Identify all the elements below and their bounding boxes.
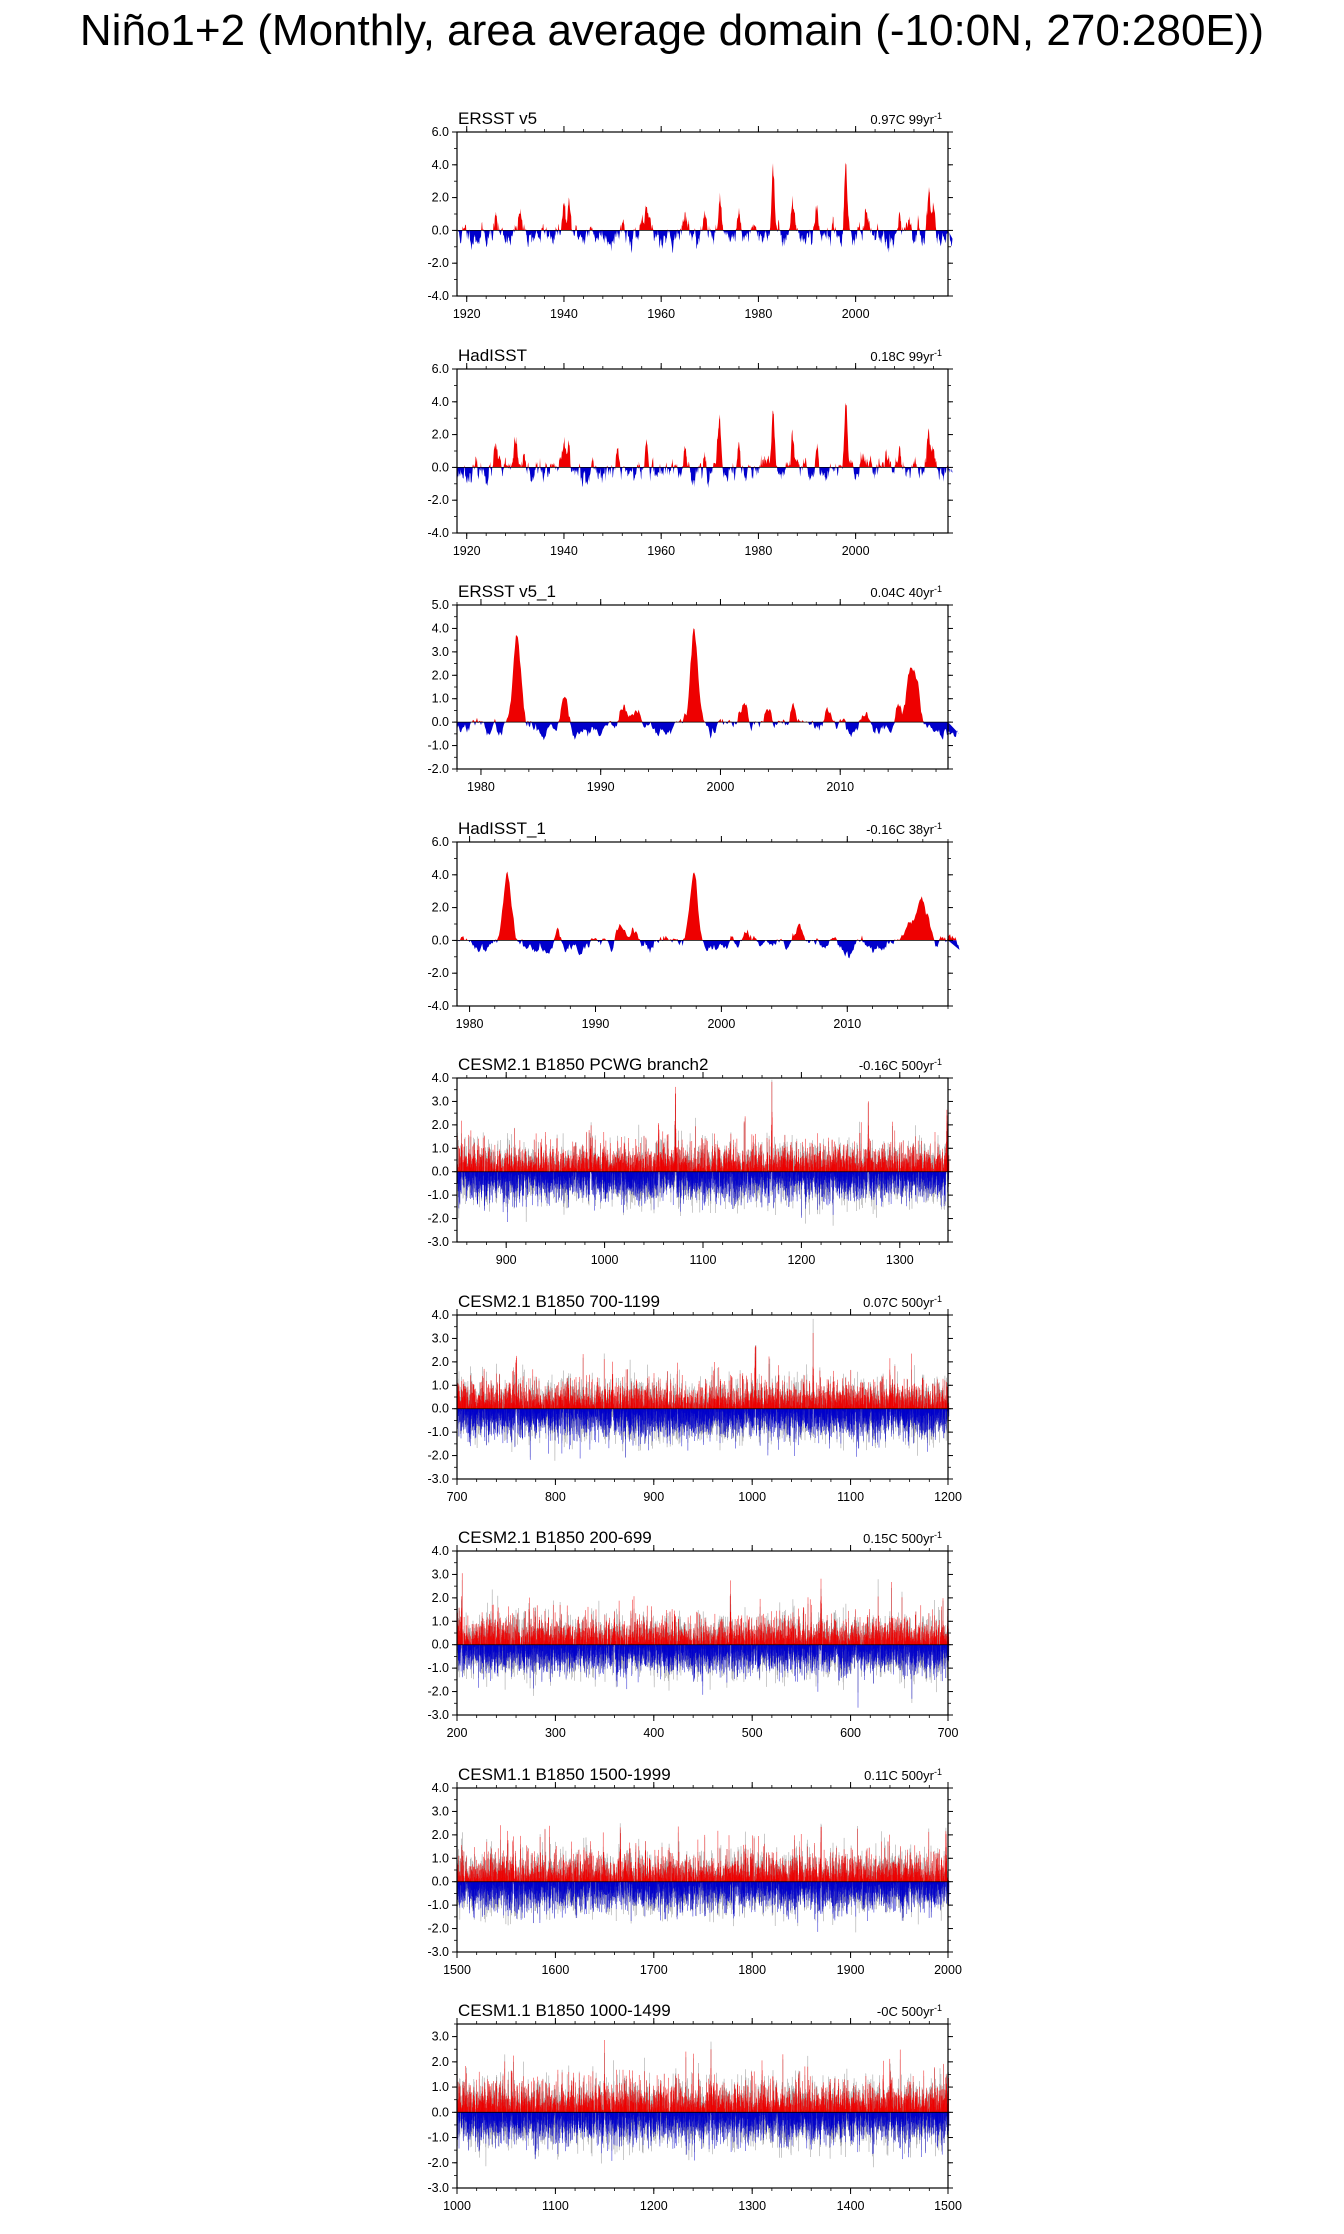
y-tick-label: 3.0: [431, 1803, 449, 1818]
panel-trend: -0.16C $38yr^{-1}$: [866, 820, 942, 837]
y-tick-label: 4.0: [431, 621, 449, 636]
x-tick-label: 1920: [452, 307, 481, 321]
y-tick-label: 4.0: [431, 1780, 449, 1795]
y-tick-label: -2.0: [427, 1211, 449, 1226]
panel-trend: 0.15C $500yr^{-1}$: [863, 1530, 942, 1546]
anomaly-area: [457, 1825, 949, 1932]
panel-trend: -0.16C $500yr^{-1}$: [858, 1057, 942, 1073]
x-tick-label: 1960: [647, 307, 676, 321]
x-tick-label: 1000: [443, 2199, 471, 2213]
y-tick-label: 4.0: [431, 1071, 449, 1085]
y-tick-label: -1.0: [427, 1897, 449, 1912]
panel-title: CESM1.1 B1850 1000-1499: [458, 2001, 671, 2020]
y-tick-label: -4.0: [427, 289, 449, 303]
x-tick-label: 1200: [787, 1253, 816, 1267]
x-tick-label: 1980: [744, 307, 773, 321]
y-tick-label: 1.0: [431, 1614, 449, 1629]
y-tick-label: 4.0: [431, 394, 449, 409]
y-tick-label: 6.0: [431, 361, 449, 376]
panel-title: ERSST v5: [458, 109, 538, 128]
y-tick-label: 0.0: [431, 459, 449, 474]
x-tick-label: 2000: [934, 1962, 962, 1977]
y-tick-label: 0.0: [431, 223, 449, 238]
y-tick-label: 3.0: [431, 644, 449, 659]
x-tick-label: 1920: [452, 543, 481, 558]
panel-title: ERSST v5_1: [458, 582, 556, 601]
plot-frame: [457, 842, 948, 1006]
y-tick-label: -1.0: [427, 1188, 449, 1203]
y-tick-label: -4.0: [427, 525, 449, 540]
series-positive: [458, 1825, 949, 1882]
plot-frame: [457, 605, 948, 769]
y-tick-label: -2.0: [427, 965, 449, 980]
x-tick-label: 2010: [826, 780, 855, 794]
x-tick-label: 300: [544, 1726, 566, 1740]
x-tick-label: 200: [446, 1726, 468, 1740]
y-tick-label: 4.0: [431, 1544, 449, 1558]
x-tick-label: 1300: [738, 2199, 767, 2213]
y-tick-label: 2.0: [431, 1117, 449, 1132]
anomaly-area: [457, 163, 953, 254]
y-tick-label: 5.0: [431, 598, 449, 612]
y-tick-label: -3.0: [427, 2181, 449, 2195]
y-tick-label: 4.0: [431, 157, 449, 172]
y-tick-label: 0.0: [431, 1637, 449, 1652]
x-tick-label: 2010: [833, 1016, 862, 1031]
series-positive: [457, 402, 953, 467]
series-negative: [457, 940, 960, 958]
x-tick-label: 1980: [467, 780, 495, 794]
y-tick-label: 2.0: [431, 427, 449, 442]
y-tick-label: 3.0: [431, 1330, 449, 1345]
y-tick-label: -2.0: [427, 762, 449, 776]
y-tick-label: -2.0: [427, 2155, 449, 2170]
x-tick-label: 1100: [689, 1253, 717, 1267]
x-tick-label: 1100: [837, 1489, 865, 1504]
y-tick-label: -2.0: [427, 1684, 449, 1699]
y-tick-label: 2.0: [431, 2054, 449, 2069]
y-tick-label: 0.0: [431, 715, 449, 730]
panel-trend: 0.04C $40yr^{-1}$: [870, 584, 942, 600]
x-tick-label: 1990: [586, 780, 615, 794]
x-tick-label: 1300: [885, 1253, 914, 1267]
chart-panel-3: [0, 575, 1344, 815]
plot-frame: [457, 369, 948, 533]
x-tick-label: 2000: [706, 780, 735, 794]
x-tick-label: 500: [741, 1726, 763, 1740]
panel-trend: -0C $500yr^{-1}$: [876, 2003, 942, 2019]
anomaly-area: [457, 871, 960, 958]
x-tick-label: 1940: [550, 543, 578, 558]
x-tick-label: 800: [544, 1489, 566, 1504]
chart-panel-6: [0, 1285, 1344, 1525]
series-positive: [457, 628, 959, 722]
x-tick-label: 700: [937, 1726, 959, 1740]
x-tick-label: 2000: [841, 307, 870, 321]
y-tick-label: -2.0: [427, 1921, 449, 1936]
series-negative: [457, 467, 953, 488]
x-tick-label: 1200: [639, 2199, 668, 2213]
y-tick-label: -3.0: [427, 1944, 449, 1959]
panel-title: HadISST_1: [458, 818, 546, 838]
y-tick-label: 0.0: [431, 1874, 449, 1889]
series-positive: [457, 871, 960, 940]
x-tick-label: 2000: [707, 1016, 736, 1031]
x-tick-label: 400: [643, 1726, 665, 1740]
x-tick-label: 1000: [590, 1253, 619, 1267]
panel-title: CESM2.1 B1850 PCWG branch2: [458, 1055, 709, 1074]
y-tick-label: 4.0: [431, 1307, 449, 1322]
y-tick-label: 1.0: [431, 1141, 449, 1156]
y-tick-label: 3.0: [431, 1567, 449, 1582]
y-tick-label: -3.0: [427, 1471, 449, 1486]
y-tick-label: -1.0: [427, 1424, 449, 1439]
x-tick-label: 1980: [455, 1016, 484, 1031]
y-tick-label: -3.0: [427, 1708, 449, 1722]
y-tick-label: 3.0: [431, 1094, 449, 1109]
y-tick-label: -3.0: [427, 1235, 449, 1249]
y-tick-label: 4.0: [431, 867, 449, 882]
panel-title: CESM1.1 B1850 1500-1999: [458, 1764, 671, 1784]
x-tick-label: 700: [446, 1489, 468, 1504]
y-tick-label: 3.0: [431, 2029, 449, 2044]
y-tick-label: -1.0: [427, 1661, 449, 1676]
x-tick-label: 1800: [738, 1962, 767, 1977]
panel-trend: 0.11C $500yr^{-1}$: [864, 1766, 942, 1783]
panel-title: HadISST: [458, 345, 527, 365]
anomaly-area: [457, 628, 959, 740]
y-tick-label: 2.0: [431, 1827, 449, 1842]
series-positive: [457, 2040, 949, 2112]
y-tick-label: 6.0: [431, 834, 449, 849]
chart-panel-2: [0, 339, 1344, 579]
y-tick-label: 1.0: [431, 1850, 449, 1865]
series-positive: [457, 163, 953, 231]
series-negative: [457, 230, 953, 253]
panel-trend: 0.97C $99yr^{-1}$: [870, 111, 942, 127]
x-tick-label: 900: [495, 1253, 517, 1267]
y-tick-label: -2.0: [427, 256, 449, 271]
series-negative: [457, 1645, 949, 1708]
chart-panel-1: [0, 102, 1344, 342]
x-tick-label: 1500: [934, 2199, 962, 2213]
page-title: Niño1+2 (Monthly, area average domain (-10:0N, 270:280E)): [79, 6, 1265, 55]
y-tick-label: -2.0: [427, 1448, 449, 1463]
y-tick-label: 0.0: [431, 1401, 449, 1416]
y-tick-label: 0.0: [431, 2105, 449, 2120]
x-tick-label: 1960: [647, 543, 676, 558]
y-tick-label: 2.0: [431, 900, 449, 915]
y-tick-label: 0.0: [431, 932, 449, 947]
x-tick-label: 600: [840, 1726, 862, 1740]
x-tick-label: 1400: [836, 2199, 865, 2213]
y-tick-label: 2.0: [431, 190, 449, 205]
y-tick-label: 1.0: [431, 1377, 449, 1392]
y-tick-label: -2.0: [427, 492, 449, 507]
chart-panel-9: [0, 1994, 1344, 2234]
chart-panel-7: [0, 1521, 1344, 1761]
panel-trend: 0.18C $99yr^{-1}$: [870, 347, 942, 364]
x-tick-label: 1990: [581, 1016, 610, 1031]
x-tick-label: 2000: [841, 543, 870, 558]
y-tick-label: 6.0: [431, 125, 449, 139]
chart-panel-4: [0, 812, 1344, 1052]
x-tick-label: 1500: [443, 1962, 471, 1977]
anomaly-area: [457, 402, 953, 487]
x-tick-label: 1000: [738, 1489, 767, 1504]
chart-panel-8: [0, 1758, 1344, 1998]
panel-title: CESM2.1 B1850 700-1199: [458, 1291, 660, 1311]
panel-title: CESM2.1 B1850 200-699: [458, 1528, 652, 1547]
x-tick-label: 1200: [934, 1489, 962, 1504]
x-tick-label: 1600: [541, 1962, 570, 1977]
y-tick-label: -1.0: [427, 738, 449, 753]
x-tick-label: 1900: [836, 1962, 865, 1977]
y-tick-label: 2.0: [431, 668, 449, 683]
y-tick-label: -1.0: [427, 2130, 449, 2145]
y-tick-label: 1.0: [431, 2080, 449, 2095]
x-tick-label: 1980: [744, 543, 773, 558]
x-tick-label: 1700: [639, 1962, 668, 1977]
chart-panel-5: [0, 1048, 1344, 1288]
y-tick-label: 2.0: [431, 1354, 449, 1369]
panel-trend: 0.07C $500yr^{-1}$: [863, 1293, 942, 1310]
y-tick-label: 1.0: [431, 691, 449, 706]
y-tick-label: -4.0: [427, 998, 449, 1013]
x-tick-label: 1940: [550, 307, 578, 321]
x-tick-label: 1100: [541, 2199, 569, 2213]
x-tick-label: 900: [643, 1489, 665, 1504]
y-tick-label: 2.0: [431, 1590, 449, 1605]
y-tick-label: 0.0: [431, 1164, 449, 1179]
plot-frame: [457, 132, 948, 296]
series-negative: [457, 722, 959, 740]
